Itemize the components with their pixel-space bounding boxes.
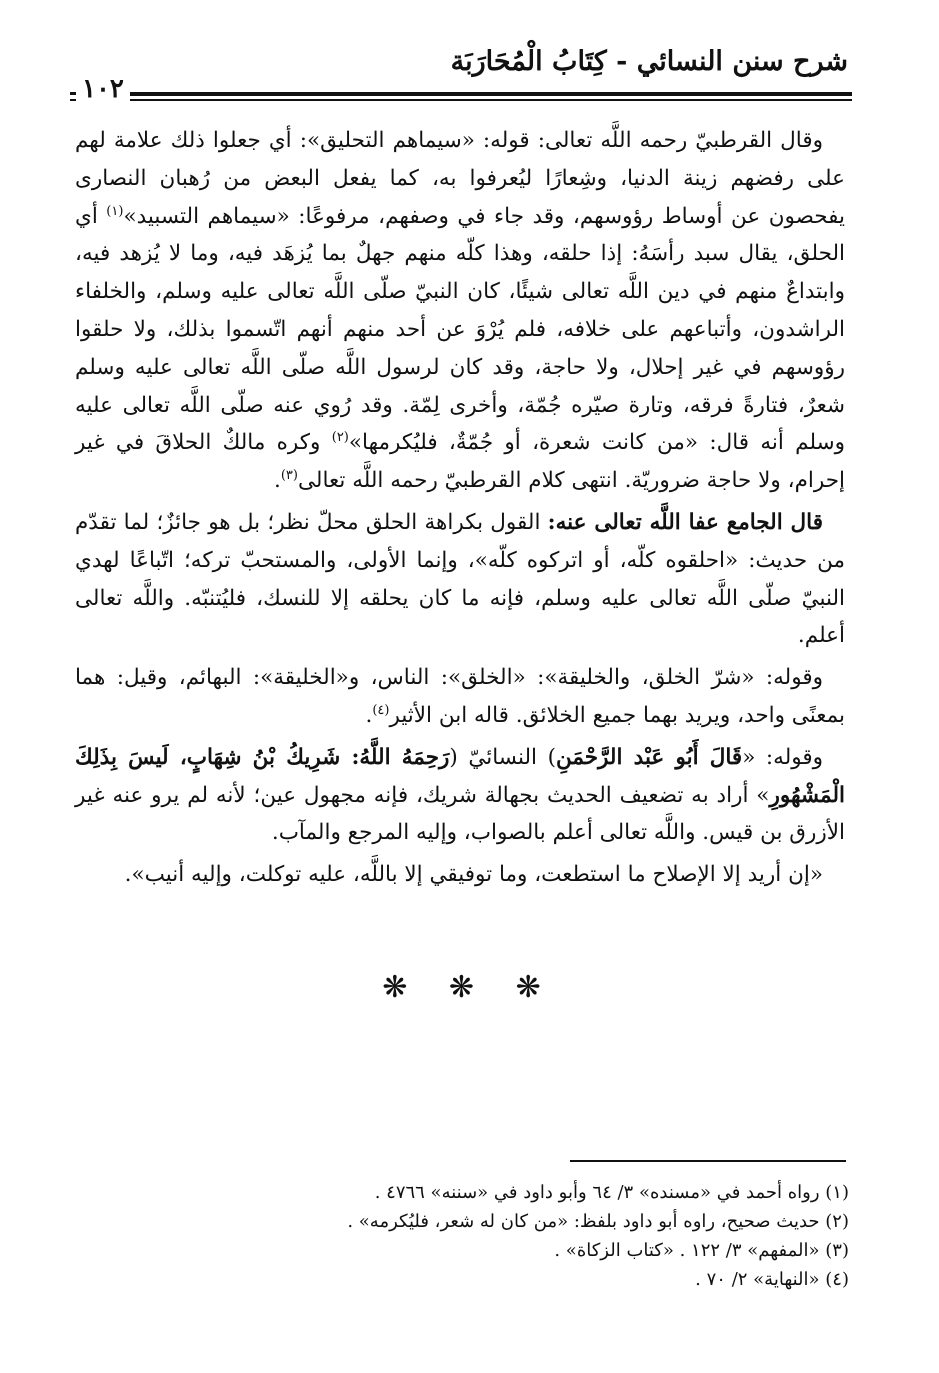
footnote-divider xyxy=(570,1160,846,1162)
paragraph-text: . xyxy=(274,468,281,494)
paragraph-nasai xyxy=(75,739,845,852)
footnote-3: (٣) «المفهم» ٣/ ١٢٢ . «كتاب الزكاة» . xyxy=(554,1240,849,1261)
footnote-ref-2: (٢) xyxy=(331,430,349,446)
paragraph-text: وقوله: «شرّ الخلق، والخليقة»: «الخلق»: الناس، و«الخليقة»: البهائم، وقيل: هما بمعنًى واحد، ويريد بهما جميع الخلائق. قاله ابن الأثير xyxy=(75,665,845,728)
section-separator: ❋ ❋ ❋ xyxy=(382,970,557,1005)
paragraph-text: ) النسائيّ ( xyxy=(449,744,556,770)
page-number: ١٠٢ xyxy=(76,74,130,104)
paragraph-text: . xyxy=(365,702,373,728)
footnote-1: (١) رواه أحمد في «مسنده» ٣/ ٦٤ وأبو داود في «سننه» ٤٧٦٦ . xyxy=(374,1182,849,1203)
footnote-ref-1: (١) xyxy=(106,203,124,219)
main-text xyxy=(75,122,845,898)
running-title: شرح سنن النسائي - كِتَابُ الْمُحَارَبَة xyxy=(450,46,848,77)
paragraph-text: «إن أريد إلا الإصلاح ما استطعت، وما توفيقي إلا باللَّه، عليه توكلت، وإليه أنيب». xyxy=(124,862,823,888)
footnote-4: (٤) «النهاية» ٢/ ٧٠ . xyxy=(695,1269,849,1290)
header-rule-thin xyxy=(130,99,852,101)
footnote-2: (٢) حديث صحيح، راوه أبو داود بلفظ: «من كان له شعر، فليُكرمه» . xyxy=(347,1211,849,1232)
paragraph-closing xyxy=(75,856,845,894)
paragraph-text: أي الحلق، يقال سبد رأسَهُ: إذا حلقه، وهذا كلّه منهم جهلٌ بما يُزهَد فيه، وما لا يُزهد فيه، وابتداعٌ منهم في دين اللَّه تعالى شيئًا، كان النبيّ صلّى اللَّه تعالى عليه وسلم، والخلفاء الراشدون، وأتباعهم على خلافه، فلم يُرْوَ عن أحد منهم أنهم اتّسموا بذلك، ولا حلقوا رؤوسهم في غير إحلال، ولا حاجة، وقد كان لرسول اللَّه صلّى اللَّه تعالى عليه وسلم شعرٌ، فتارةً فرقه، وتارة صيّره جُمّة، وأخرى لِمّة. وقد رُوي عنه صلّى اللَّه تعالى عليه وسلم أنه قال: «من كانت شعرة، أو جُمّةٌ، فليُكرمها» xyxy=(75,203,846,456)
paragraph-text: » أراد به تضعيف الحديث بجهالة شريك، فإنه مجهول عين؛ لأنه لم يرو عنه غير الأزرق بن قيس. واللَّه تعالى أعلم بالصواب، وإليه المرجع والمآب. xyxy=(75,782,845,846)
footnotes-list xyxy=(89,1178,849,1294)
paragraph-text: وقال القرطبيّ رحمه اللَّه تعالى: قوله: «سيماهم التحليق»: أي جعلوا ذلك علامة لهم على رفضهم زينة الدنيا، وشِعارًا ليُعرفوا به، كما يفعل البعض من رُهبان النصارى يفحصون عن أوساط رؤوسهم، وقد جاء في وصفهم، مرفوعًا: «سيماهم التسبيد» xyxy=(75,128,845,229)
paragraph-text: وقوله: « xyxy=(742,744,824,770)
paragraph-text: وكره مالكٌ الحلاقَ في غير إحرام، ولا حاجة ضروريّة. انتهى كلام القرطبيّ رحمه اللَّه تعالى xyxy=(75,430,845,494)
header-rule-thick xyxy=(130,92,852,96)
paragraph-khalq xyxy=(75,659,845,735)
page-header xyxy=(70,36,852,106)
paragraph-text: القول بكراهة الحلق محلّ نظر؛ بل هو جائزٌ؛ لما تقدّم من حديث: «احلقوه كلّه، أو اتركوه كلّه»، وإنما الأولى، والمستحبّ تركه؛ اتّباعًا لهدي النبيّ صلّى اللَّه تعالى عليه وسلم، فإنه ما كان يحلقه إلا للنسك، فليُتنبّه. واللَّه تعالى أعلم. xyxy=(75,509,845,649)
paragraph-lead: قال الجامع عفا اللَّه تعالى عنه: xyxy=(547,509,823,535)
paragraph-jami xyxy=(75,504,845,655)
paragraph-qurtubi xyxy=(75,122,845,500)
footnote-ref-4: (٤) xyxy=(372,702,390,718)
quoted-text: قَالَ أَبُو عَبْد الرَّحْمَنِ xyxy=(555,744,743,770)
footnote-ref-3: (٣) xyxy=(280,468,298,484)
quoted-text: رَحِمَهُ اللَّهُ: شَرِيكُ بْنُ شِهَابٍ، لَيسَ بِذَلِكَ الْمَشْهُورِ xyxy=(75,744,845,808)
